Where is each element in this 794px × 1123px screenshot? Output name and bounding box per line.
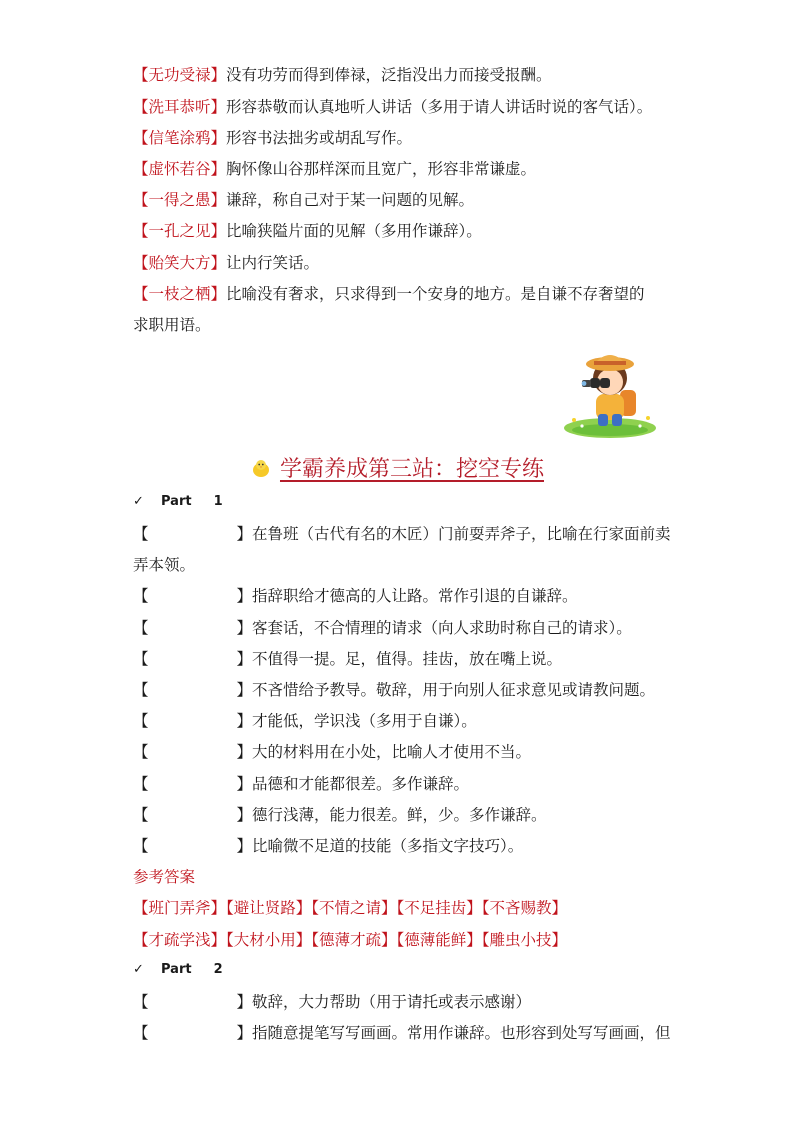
definition-continuation: 求职用语。: [133, 316, 211, 334]
idiom-term: 【一得之愚】: [133, 191, 227, 209]
part-2-header: [133, 962, 223, 977]
idiom-term: 【洗耳恭听】: [133, 98, 227, 116]
fill-blank-item: 【 】指随意提笔写写画画。常用作谦辞。也形容到处写写画画，但: [133, 1024, 671, 1042]
part-label: Part: [161, 962, 192, 977]
chick-icon: [250, 457, 272, 479]
section-header: [0, 452, 794, 483]
checkmark-icon: ✓: [133, 494, 144, 509]
idiom-term: 【贻笑大方】: [133, 254, 227, 272]
idiom-term: 【虚怀若谷】: [133, 160, 227, 178]
idiom-definition: 谦辞，称自己对于某一问题的见解。: [226, 191, 475, 209]
checkmark-icon: ✓: [133, 962, 144, 977]
idiom-term: 【一孔之见】: [133, 222, 227, 240]
fill-blank-item: 【 】在鲁班（古代有名的木匠）门前耍弄斧子，比喻在行家面前卖: [133, 525, 671, 543]
section-title: 学霸养成第三站：挖空专练: [279, 457, 544, 482]
fill-blank-item: 【 】指辞职给才德高的人让路。常作引退的自谦辞。: [133, 587, 578, 605]
fill-blank-item: 【 】敬辞，大力帮助（用于请托或表示感谢）: [133, 993, 532, 1011]
idiom-definition: 比喻没有奢求，只求得到一个安身的地方。是自谦不存奢望的: [226, 285, 645, 303]
definition-line: [133, 283, 645, 305]
fill-blank-item: 【 】品德和才能都很差。多作谦辞。: [133, 775, 470, 793]
part-number: 2: [213, 962, 223, 977]
part-1-header: [133, 494, 223, 509]
fill-blank-item: 【 】比喻微不足道的技能（多指文字技巧）。: [133, 837, 524, 855]
idiom-definition: 没有功劳而得到俸禄，泛指没出力而接受报酬。: [226, 66, 552, 84]
definition-line: [133, 96, 652, 118]
fill-blank-item: 【 】才能低，学识浅（多用于自谦）。: [133, 712, 477, 730]
answer-key-line: 【才疏学浅】【大材小用】【德薄才疏】【德薄能鲜】【雕虫小技】: [133, 931, 568, 949]
answer-key-label: 参考答案: [133, 868, 196, 886]
fill-blank-item: 【 】德行浅薄，能力很差。鲜，少。多作谦辞。: [133, 806, 547, 824]
definition-line: [133, 252, 319, 274]
idiom-definition: 让内行笑话。: [226, 254, 320, 272]
idiom-definition: 比喻狭隘片面的见解（多用作谦辞）。: [226, 222, 482, 240]
definition-line: [133, 158, 536, 180]
answer-key-line: 【班门弄斧】【避让贤路】【不情之请】【不足挂齿】【不吝赐教】: [133, 899, 568, 917]
idiom-definition: 形容书法拙劣或胡乱写作。: [226, 129, 413, 147]
definition-line: [133, 127, 412, 149]
fill-blank-item: 【 】大的材料用在小处，比喻人才使用不当。: [133, 743, 532, 761]
idiom-term: 【无功受禄】: [133, 66, 227, 84]
part-label: Part: [161, 494, 192, 509]
definition-line: [133, 189, 474, 211]
fill-blank-item: 【 】客套话，不合情理的请求（向人求助时称自己的请求）。: [133, 619, 632, 637]
definition-line: [133, 220, 482, 242]
idiom-definition: 胸怀像山谷那样深而且宽广，形容非常谦虚。: [226, 160, 537, 178]
child-binoculars-illustration: [560, 340, 660, 440]
idiom-term: 【信笔涂鸦】: [133, 129, 227, 147]
definition-line: [133, 64, 552, 86]
fill-blank-item: 【 】不吝惜给予教导。敬辞，用于向别人征求意见或请教问题。: [133, 681, 656, 699]
idiom-definition: 形容恭敬而认真地听人讲话（多用于请人讲话时说的客气话）。: [226, 98, 653, 116]
fill-blank-item: 【 】不值得一提。足，值得。挂齿，放在嘴上说。: [133, 650, 563, 668]
part-number: 1: [213, 494, 223, 509]
section-title-row: [250, 452, 544, 483]
idiom-term: 【一枝之栖】: [133, 285, 227, 303]
fill-blank-continuation: 弄本领。: [133, 556, 196, 574]
